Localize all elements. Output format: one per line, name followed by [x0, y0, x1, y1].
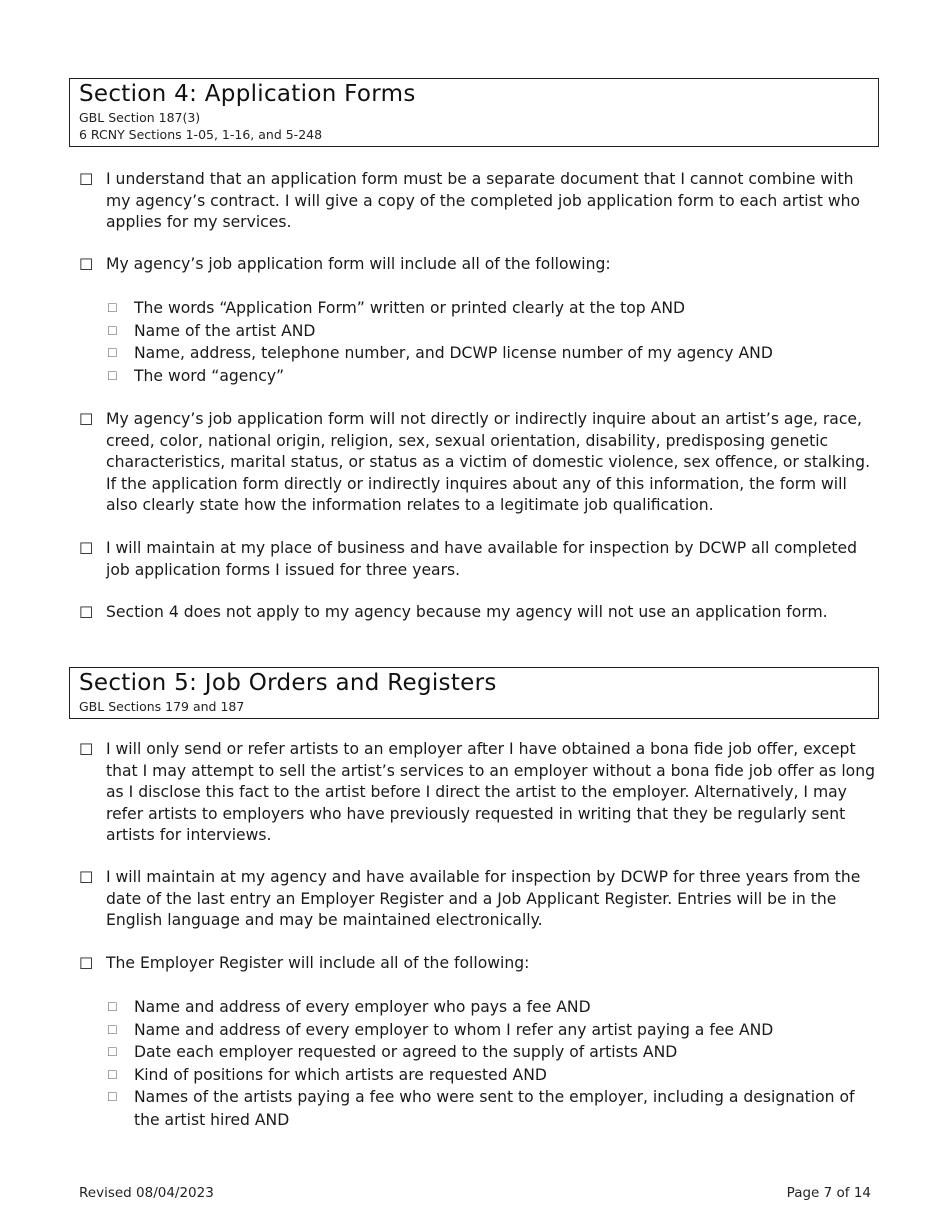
item-text: I will maintain at my agency and have available for inspection by DCWP for three years from the date of the last entry an Employer Register and a Job Applicant Register. Entries will be in the English language and may be maintained electronically.	[106, 868, 861, 929]
sub-item	[107, 365, 879, 388]
item-text: The Employer Register will include all of the following:	[106, 954, 530, 972]
section-5-header	[69, 667, 879, 719]
section-5-sublist	[107, 996, 879, 1131]
checkbox[interactable]: ☐	[79, 539, 94, 558]
checkbox[interactable]: ☐	[79, 255, 94, 274]
section-5-ref-1: GBL Sections 179 and 187	[79, 699, 245, 714]
sub-checkbox[interactable]: ☐	[107, 301, 118, 315]
item-text: Section 4 does not apply to my agency because my agency will not use an application form.	[106, 603, 828, 621]
sub-item-text: The words “Application Form” written or printed clearly at the top AND	[134, 299, 686, 317]
page-number: Page 7 of 14	[786, 1185, 871, 1201]
section-4-item-5	[79, 602, 879, 624]
sub-item-text: The word “agency”	[134, 366, 285, 385]
sub-item-text: Name of the artist AND	[134, 321, 316, 340]
item-text: My agency’s job application form will not directly or indirectly inquire about an artist’s age, race, creed, color, national origin, religion, sex, sexual orientation, disability, predisposing genetic characteristics, marital status, or status as a victim of domestic violence, sex offence, or stalking. If the application form directly or indirectly inquires about any of this information, the form will also clearly state how the information relates to a legitimate job qualification.	[106, 410, 871, 514]
checkbox[interactable]: ☐	[79, 954, 94, 973]
checkbox[interactable]: ☐	[79, 410, 94, 429]
sub-checkbox[interactable]: ☐	[107, 1090, 118, 1104]
item-text: My agency’s job application form will include all of the following:	[106, 255, 611, 273]
item-text: I will maintain at my place of business and have available for inspection by DCWP all completed job application forms I issued for three years.	[106, 539, 858, 579]
sub-item	[107, 996, 879, 1019]
sub-item	[107, 1041, 879, 1064]
revised-date: Revised 08/04/2023	[79, 1185, 214, 1201]
sub-item	[107, 1086, 879, 1131]
sub-item-text: Name and address of every employer to whom I refer any artist paying a fee AND	[134, 1020, 774, 1039]
section-4-sublist	[107, 297, 879, 387]
sub-item	[107, 297, 879, 320]
sub-item-text: Name and address of every employer who pays a fee AND	[134, 998, 591, 1016]
checkbox[interactable]: ☐	[79, 868, 94, 887]
checkbox[interactable]: ☐	[79, 170, 94, 189]
sub-item	[107, 1064, 879, 1087]
section-4-item-3	[79, 409, 879, 517]
section-4-ref-2: 6 RCNY Sections 1-05, 1-16, and 5-248	[79, 127, 323, 142]
section-4-ref-1: GBL Section 187(3)	[79, 110, 201, 125]
sub-item-text: Name, address, telephone number, and DCWP license number of my agency AND	[134, 344, 773, 362]
sub-checkbox[interactable]: ☐	[107, 1045, 118, 1059]
sub-checkbox[interactable]: ☐	[107, 1000, 118, 1014]
section-5-item-1	[79, 739, 879, 847]
section-5-title: Section 5: Job Orders and Registers	[79, 670, 497, 696]
sub-checkbox[interactable]: ☐	[107, 346, 118, 360]
section-4-item-1	[79, 169, 879, 234]
section-4-title: Section 4: Application Forms	[79, 81, 416, 107]
sub-checkbox[interactable]: ☐	[107, 1067, 118, 1082]
sub-item-text: Date each employer requested or agreed to the supply of artists AND	[134, 1043, 678, 1061]
sub-checkbox[interactable]: ☐	[107, 323, 118, 338]
sub-item	[107, 342, 879, 365]
section-4-item-4	[79, 538, 879, 581]
section-5-item-3	[79, 953, 879, 975]
item-text: I will only send or refer artists to an employer after I have obtained a bona fide job offer, except that I may attempt to sell the artist’s services to an employer without a bona fide job offer as long as I disclose this fact to the artist before I direct the artist to the employer. Alternatively, I may refer artists to employers who have previously requested in writing that they be regularly sent artists for interviews.	[106, 740, 875, 844]
section-4-item-2	[79, 254, 879, 276]
sub-item	[107, 320, 879, 343]
section-4-header	[69, 78, 879, 147]
sub-item	[107, 1019, 879, 1042]
section-5-item-2	[79, 867, 879, 932]
sub-item-text: Kind of positions for which artists are requested AND	[134, 1065, 547, 1084]
checkbox[interactable]: ☐	[79, 740, 94, 759]
item-text: I understand that an application form must be a separate document that I cannot combine with my agency’s contract. I will give a copy of the completed job application form to each artist who applies for my services.	[106, 170, 861, 231]
sub-checkbox[interactable]: ☐	[107, 368, 118, 383]
sub-checkbox[interactable]: ☐	[107, 1022, 118, 1037]
sub-item-text: Names of the artists paying a fee who were sent to the employer, including a designation of the artist hired AND	[134, 1088, 855, 1129]
checkbox[interactable]: ☐	[79, 603, 94, 622]
